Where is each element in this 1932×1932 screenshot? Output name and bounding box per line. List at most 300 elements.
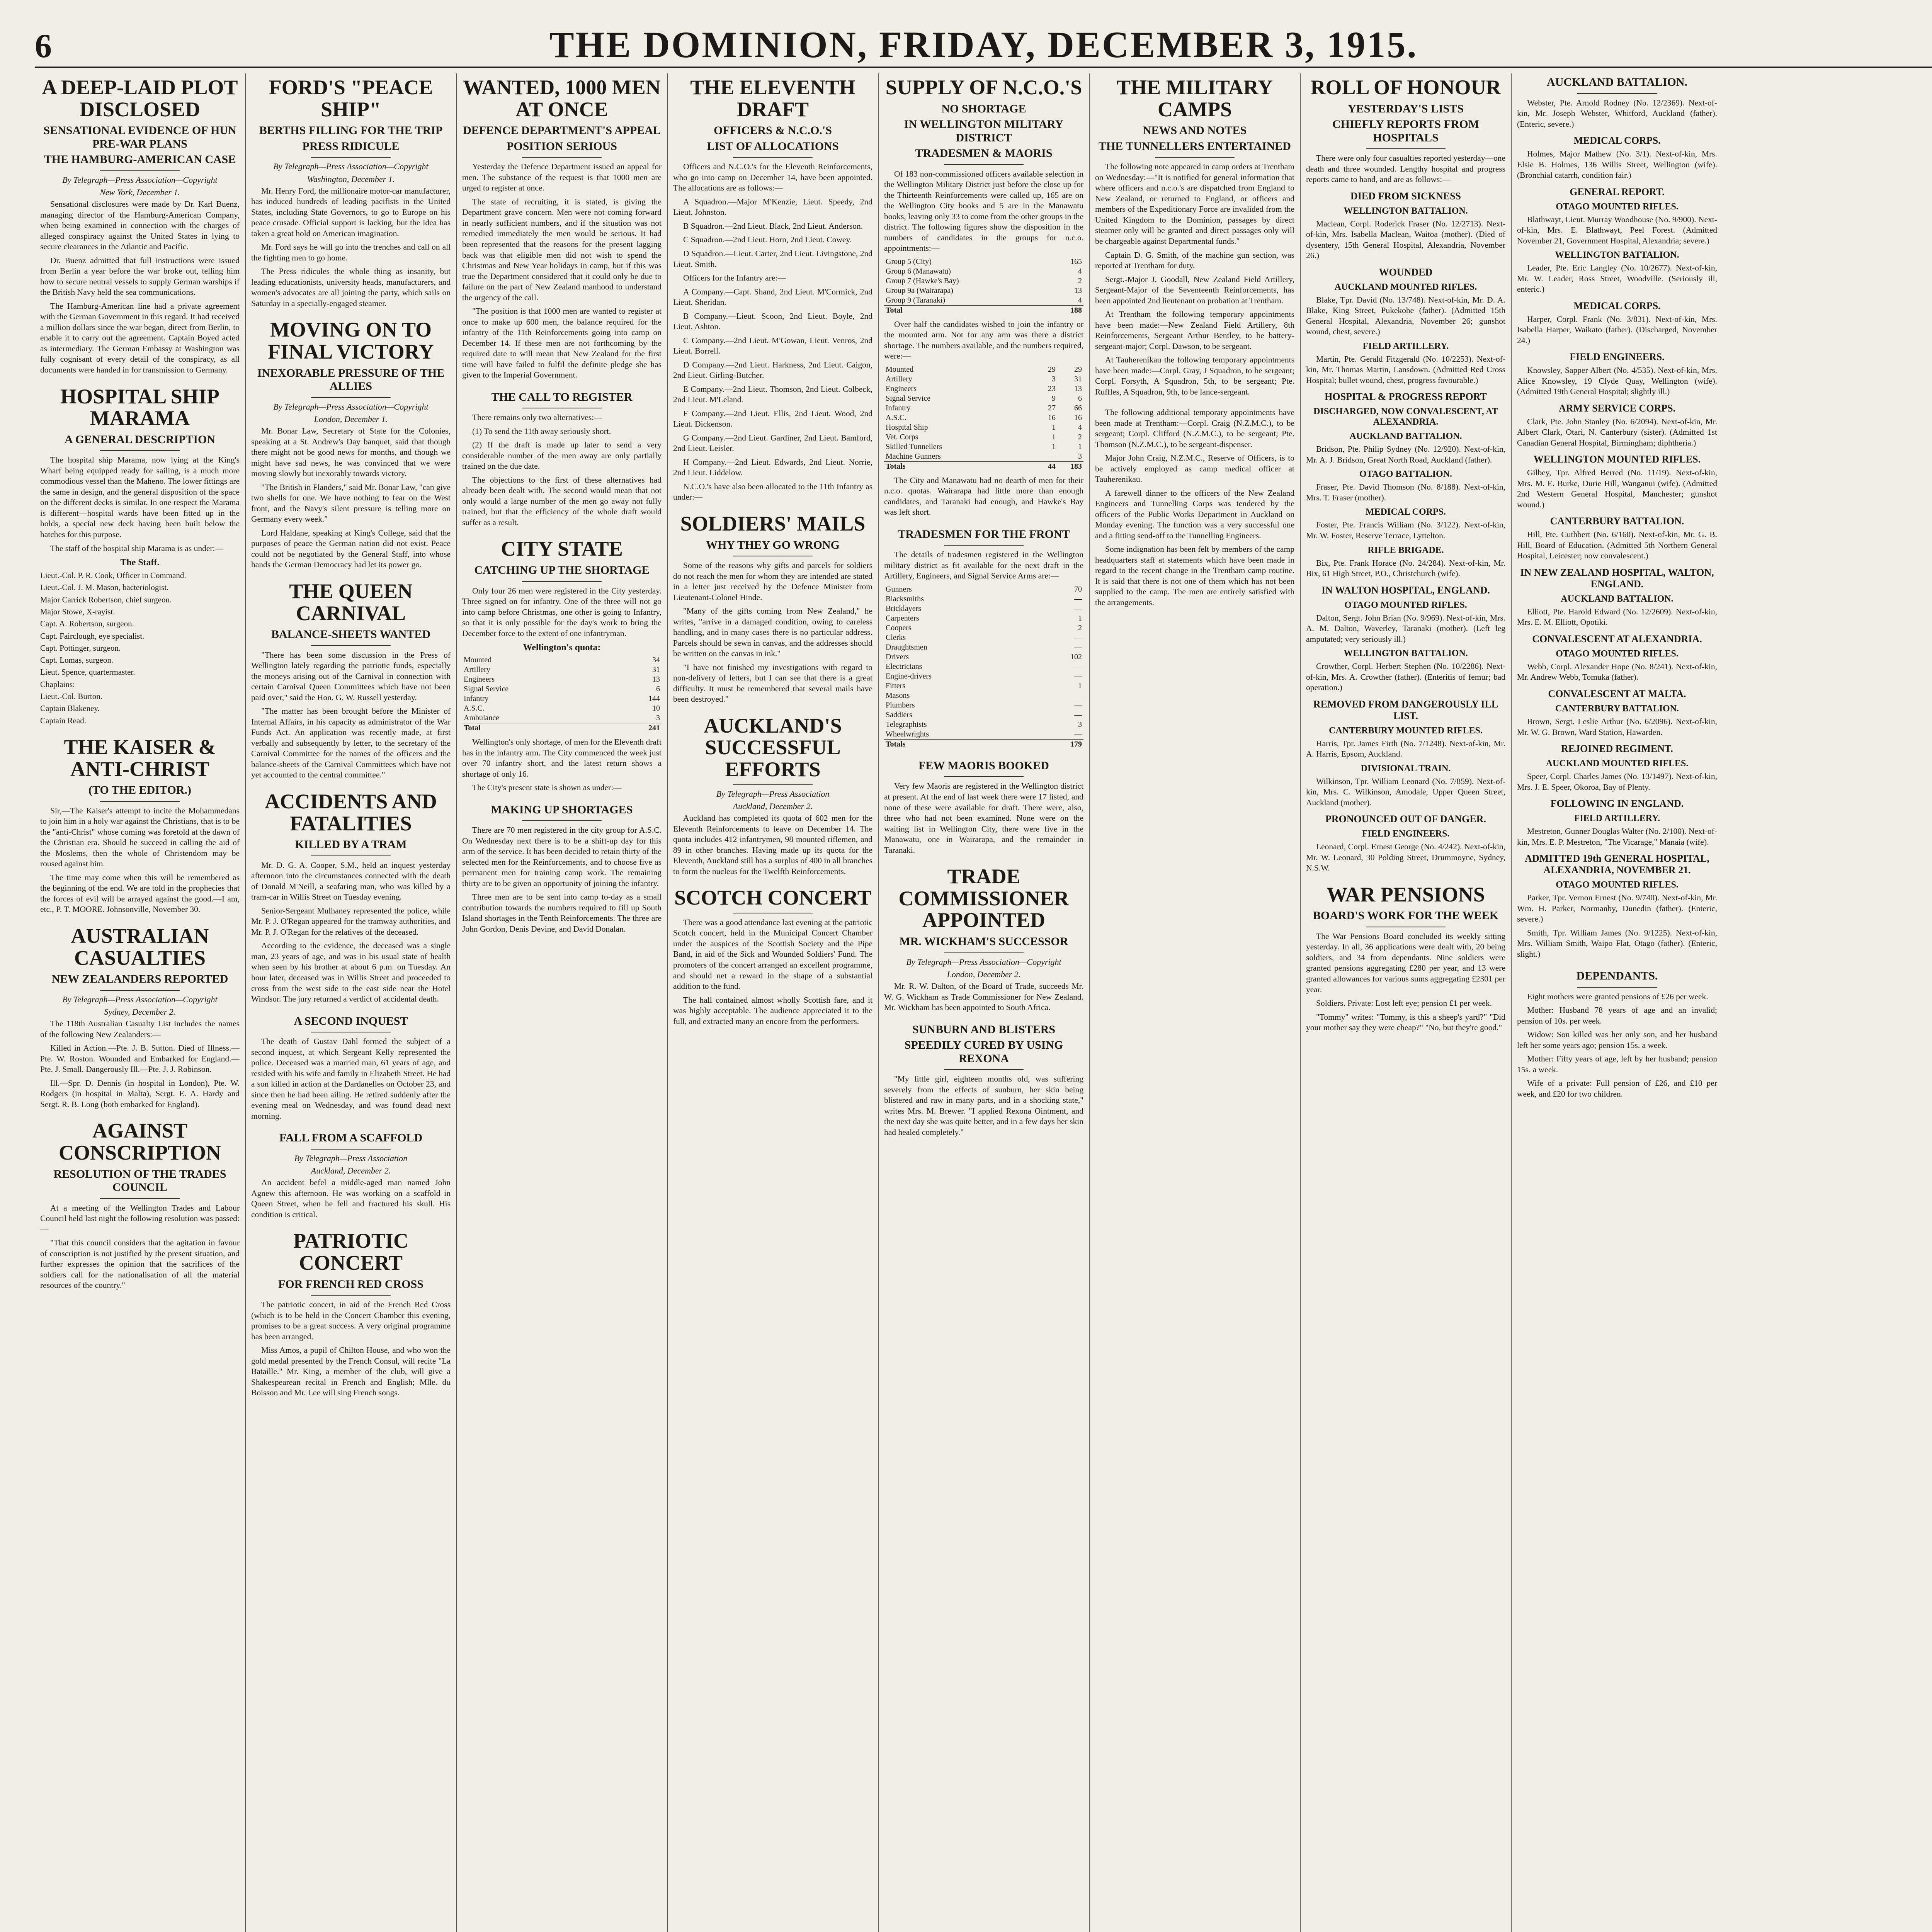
headline: AUCKLAND'S SUCCESSFUL EFFORTS [704, 714, 842, 781]
table-row [884, 365, 1083, 374]
dateline: Auckland, December 2. [733, 801, 813, 811]
table-cell: 3 [1078, 720, 1082, 729]
section-title: ADMITTED 19th GENERAL HOSPITAL, ALEXANDRIA, NOVEMBER 21. [1525, 853, 1709, 876]
paragraph: The Hamburg-American line had a private agreement with the German Government in this regard. It had received a million dollars since the war began, direct from Berlin, to enable it to carry out the agreement. Captain Boyed acted as intermediary. The German Embassy at Washington was fully cognisant of every detail of the conspiracy, as all documents were handed in for transmission to Germany. [40, 301, 240, 374]
table-cell: Total [884, 305, 1057, 315]
paragraph: Mr. D. G. A. Cooper, S.M., held an inquest yesterday afternoon into the circumstances connected with the death of Donald M'Neill, a seafaring man, who was killed by a tram-car in Willis Street on Tuesday evening. [251, 860, 451, 902]
paragraph: The City and Manawatu had no dearth of men for their n.c.o. quotas. Wairarapa had little more than enough candidates, and Taranaki had enough, and Hawke's Bay was left short. [884, 475, 1083, 517]
unit-heading: WELLINGTON BATTALION. [1344, 648, 1468, 659]
section-title: HOSPITAL & PROGRESS REPORT [1325, 391, 1487, 403]
table-cell: 3 [1078, 452, 1082, 461]
article [1095, 77, 1294, 397]
dateline: Auckland, December 2. [311, 1166, 391, 1176]
unit-heading: AUCKLAND MOUNTED RIFLES. [1334, 282, 1477, 292]
table-cell: — [1074, 662, 1082, 671]
divider [1577, 93, 1657, 94]
unit-heading: AUCKLAND BATTALION. [1349, 431, 1462, 442]
dateline: London, December 2. [947, 969, 1021, 980]
article [462, 77, 662, 381]
table-cell: Infantry [464, 694, 489, 703]
casualty-entry: Knowsley, Sapper Albert (No. 4/535). Next-of-kin, Mrs. Alice Knowsley, 19 Clyde Quay, Wellington (wife). (Admitted 19th General Hospital; slightly ill.) [1517, 366, 1717, 396]
article [673, 513, 872, 705]
table-cell: 9 [1052, 394, 1056, 403]
paragraph: "I have not finished my investigations with regard to non-delivery of letters, but I can see that there is a great difficulty. It must be remembered that several mails have been destroyed." [673, 662, 872, 704]
paragraph: H Company.—2nd Lieut. Edwards, 2nd Lieut. Norrie, 2nd Lieut. Liddelow. [673, 457, 872, 478]
headline: PATRIOTIC CONCERT [293, 1229, 409, 1274]
article [40, 1120, 240, 1291]
table-row [884, 432, 1083, 442]
paragraph: Dr. Buenz admitted that full instructions were issued from Berlin a year before the war broke out, telling him how to secure neutral vessels to supply German warships if the British Navy held the sea communications. [40, 255, 240, 297]
divider [944, 545, 1024, 546]
table-row [884, 442, 1083, 452]
table-cell: Fitters [886, 681, 906, 690]
paragraph: Yesterday the Defence Department issued an appeal for men. The substance of the request is that 1000 men are urged to register at once. [462, 162, 662, 193]
unit-heading: RIFLE BRIGADE. [1367, 545, 1444, 555]
table-cell: 1 [1052, 423, 1056, 432]
article [251, 1015, 451, 1122]
unit-heading: FIELD ARTILLERY. [1362, 341, 1449, 351]
subheadline: SPEEDILY CURED BY USING REXONA [904, 1039, 1063, 1065]
masthead [35, 23, 1932, 68]
table-cell: 3 [656, 714, 660, 723]
article [673, 887, 872, 1027]
subheadline: (TO THE EDITOR.) [88, 784, 191, 797]
paragraph: B Squadron.—2nd Lieut. Black, 2nd Lieut. Anderson. [683, 221, 863, 231]
headline: AUSTRALIAN CASUALTIES [71, 924, 209, 969]
table-cell: 179 [1057, 739, 1083, 749]
casualty-entry: Dalton, Sergt. John Brian (No. 9/969). Next-of-kin, Mrs. A. M. Dalton, Waverley, Taranaki (mother). (Left leg amputated; very seriously ill.) [1306, 613, 1505, 644]
headline: AGAINST CONSCRIPTION [58, 1119, 221, 1164]
table-row [884, 710, 1083, 720]
paragraph: The staff of the hospital ship Marama is as under:— [50, 543, 224, 553]
unit-heading: OTAGO MOUNTED RIFLES. [1556, 201, 1679, 212]
table-cell: 29 [1048, 365, 1056, 374]
list-item: Lieut. Spence, quartermaster. [40, 667, 135, 677]
paragraph: Over half the candidates wished to join the infantry or the mounted arm. Not for any arm was there a district shortage. The numbers available, and the numbers required, were:— [884, 319, 1083, 361]
table-cell: 188 [1057, 305, 1083, 315]
paragraph: (2) If the draft is made up later to send a very considerable number of the men away are only partially trained on the due date. [462, 440, 662, 471]
section-title: CANTERBURY BATTALION. [1550, 515, 1684, 527]
subheadline: TRADESMEN & MAORIS [915, 147, 1053, 160]
table-cell: Totals [884, 739, 1057, 749]
byline: By Telegraph—Press Association—Copyright [273, 401, 429, 412]
paragraph: F Company.—2nd Lieut. Ellis, 2nd Lieut. Wood, 2nd Lieut. Dickenson. [673, 408, 872, 429]
unit-heading: FIELD ENGINEERS. [1362, 829, 1450, 839]
list-item: Lieut.-Col. Burton. [40, 692, 102, 701]
table-cell: 6 [656, 685, 660, 694]
casualty-entry: Leonard, Corpl. Ernest George (No. 4/242). Next-of-kin, Mr. W. Leonard, 30 Polding Street, Drummoyne, Sydney, N.S.W. [1306, 842, 1505, 873]
table-cell: Carpenters [886, 614, 919, 622]
casualty-entry: Holmes, Major Mathew (No. 3/1). Next-of-kin, Mrs. Elsie B. Holmes, 136 Willis Street, Wellington (wife). (Bronchial catarrh, condition fair.) [1517, 149, 1717, 180]
article [251, 77, 451, 309]
table-cell: Telegraphists [886, 720, 927, 729]
column-4 [668, 73, 879, 1932]
paragraph: At Tauherenikau the following temporary appointments have been made:—Corpl. Gray, J Squadron, to be sergeant; Corpl. Forsyth, A Squadron, 5th, to be sergeant; Pte. Ruffles, A Squadron, 9th, to be lance-sergeant. [1095, 355, 1294, 396]
table-cell: Hospital Ship [886, 423, 928, 432]
table-cell: Signal Service [464, 685, 509, 694]
table-cell: 2 [1078, 432, 1082, 441]
paragraph: Ill.—Spr. D. Dennis (in hospital in London), Pte. W. Rodgers (in hospital in Malta), Sergt. E. A. Hardy and Sergt. R. B. Long (both embarked for England). [40, 1078, 240, 1109]
table-cell: Totals [884, 461, 1031, 471]
table-cell: — [1074, 691, 1082, 700]
divider [100, 990, 180, 991]
divider [1366, 148, 1446, 149]
byline: By Telegraph—Press Association [294, 1153, 408, 1163]
table-row [462, 723, 662, 733]
subheadline: OFFICERS & N.C.O.'S [714, 124, 832, 137]
article [1306, 77, 1505, 874]
table-row [884, 423, 1083, 432]
table-row [462, 713, 662, 723]
table-cell: Total [462, 723, 635, 733]
dateline: New York, December 1. [100, 187, 180, 197]
article [884, 77, 1083, 518]
table-row [462, 675, 662, 684]
table-cell: 34 [652, 656, 660, 665]
table-cell: Ambulance [464, 714, 500, 723]
table-cell: Engineers [886, 384, 917, 393]
subheadline: DEFENCE DEPARTMENT'S APPEAL [463, 124, 661, 137]
table-cell: 70 [1074, 585, 1082, 594]
divider [522, 820, 602, 821]
headline: THE KAISER & ANTI-CHRIST [64, 735, 216, 781]
divider [944, 164, 1024, 165]
paragraph: Some of the reasons why gifts and parcels for soldiers do not reach the men for whom they are intended are stated in a letter just received by the Defence Minister from Lieutenant-Colonel Hinde. [673, 561, 872, 602]
subheadline: IN WELLINGTON MILITARY DISTRICT [904, 118, 1064, 144]
table-cell: Artillery [464, 665, 490, 674]
unit-heading: OTAGO MOUNTED RIFLES. [1556, 648, 1679, 659]
table-cell: Vet. Corps [886, 432, 918, 441]
paragraph: The Press ridicules the whole thing as insanity, but leading educationists, university heads, manufacturers, and women's advocates are all joining the party, which sails on Saturday in a specially-engaged steamer. [251, 267, 451, 308]
subheadline: DEPENDANTS. [1576, 969, 1658, 983]
subheadline: TRADESMEN FOR THE FRONT [898, 527, 1070, 541]
table-cell: 1 [1078, 681, 1082, 690]
section-title: CONVALESCENT AT MALTA. [1548, 688, 1686, 699]
headline: THE ELEVENTH DRAFT [690, 76, 855, 121]
table-row [884, 276, 1083, 286]
subheadline: WHY THEY GO WRONG [706, 538, 840, 551]
table-cell: 27 [1048, 403, 1056, 412]
table-cell: Draughtsmen [886, 643, 927, 651]
section-title: FIELD ENGINEERS. [1570, 351, 1665, 363]
table-cell: Machine Gunners [886, 452, 941, 461]
article [40, 386, 240, 726]
table-cell: Wheelwrights [886, 730, 929, 738]
headline: SOLDIERS' MAILS [680, 512, 866, 535]
paragraph: Wellington's only shortage, of men for the Eleventh draft has in the infantry arm. The City commenced the week just over 70 infantry short, and the latest return shows a shortage of only 16. [462, 737, 662, 779]
columns [35, 73, 1932, 1932]
paragraph: The following note appeared in camp orders at Trentham on Wednesday:—"It is notified for general information that where officers and n.c.o.'s are dispatched from England to New Zealand, or returned to England, or officers and members of the Expeditionary Force are invalided from the United Kingdom to the Dominion, passages by direct steamer only will be granted and direct passages only will be chargeable against Departmental funds." [1095, 162, 1294, 246]
table-cell: — [1074, 594, 1082, 603]
subheadline: LIST OF ALLOCATIONS [707, 139, 839, 153]
subheadline: A GENERAL DESCRIPTION [64, 433, 216, 446]
list-item: Major Carrick Robertson, chief surgeon. [40, 595, 172, 604]
casualty-entry: Bridson, Pte. Philip Sydney (No. 12/920). Next-of-kin, Mr. A. J. Bridson, Great North Road, Auckland (father). [1306, 444, 1505, 464]
section-title: CONVALESCENT AT ALEXANDRIA. [1532, 633, 1702, 645]
article [884, 528, 1083, 749]
table-cell: 16 [1074, 413, 1082, 422]
table-cell: — [1048, 452, 1056, 461]
section-title: IN WALTON HOSPITAL, ENGLAND. [1321, 584, 1490, 596]
paragraph: N.C.O.'s have also been allocated to the 11th Infantry as under:— [673, 481, 872, 502]
byline: By Telegraph—Press Association—Copyright [62, 175, 218, 185]
table-row [884, 633, 1083, 643]
subheadline: BOARD'S WORK FOR THE WEEK [1313, 909, 1499, 922]
paragraph: At Trentham the following temporary appointments have been made:—New Zealand Field Artillery, 8th Reinforcements, Sergeant Arthur Bentley, to be battery-sergeant-major; Corpl. Dawson, to be sergeant. [1095, 310, 1294, 351]
paragraph: There remains only two alternatives:— [472, 413, 602, 422]
subheadline: RESOLUTION OF THE TRADES COUNCIL [53, 1167, 226, 1194]
table-cell: 13 [1074, 384, 1082, 393]
casualty-entry: Webb, Corpl. Alexander Hope (No. 8/241). Next-of-kin, Mr. Andrew Webb, Tomuka (father). [1517, 662, 1717, 682]
unit-heading: CANTERBURY BATTALION. [1555, 704, 1679, 714]
paragraph: Miss Amos, a pupil of Chilton House, and who won the gold medal presented by the French Consul, will recite "La Bataille." Mr. King, a member of the club, will give a Shakespearean recital in French and English; Mlle. du Boisson and Mr. Lee will sing French songs. [251, 1345, 451, 1398]
column-3 [457, 73, 668, 1932]
table-cell: — [1074, 672, 1082, 680]
table-cell: Mounted [886, 365, 914, 374]
casualty-entry: Speer, Corpl. Charles James (No. 13/1497). Next-of-kin, Mrs. J. E. Speer, Okoroa, Bay of Plenty. [1517, 772, 1717, 792]
section-title: FOLLOWING IN ENGLAND. [1550, 798, 1684, 810]
paragraph: "My little girl, eighteen months old, was suffering severely from the effects of sunburn, her skin being blistered and raw in many parts, and in a shocking state," writes Mrs. M. Brewer. "I applied Rexona Ointment, and the next day she was quite better, and in a few days her skin had healed completely." [884, 1074, 1083, 1137]
unit-heading: OTAGO BATTALION. [1359, 469, 1452, 480]
list-item: Major Stowe, X-rayist. [40, 607, 115, 616]
paragraph: "The position is that 1000 men are wanted to register at once to make up 600 men, the balance required for the infantry of the 11th Reinforcements going into camp on December 14. If these men are not forthcoming by the required date to will mean that New Zealand for the first time will have failed to fulfil the definite pledge she has given to the Imperial Government. [462, 306, 662, 380]
paragraph: Mr. Bonar Law, Secretary of State for the Colonies, speaking at a St. Andrew's Day banquet, said that though there might not be good news for months, and though we might have sad news, he was convinced that we were moving slowly but inexorably towards victory. [251, 426, 451, 478]
casualty-entry: Parker, Tpr. Vernon Ernest (No. 9/740). Next-of-kin, Mr. Wm. H. Parker, Normanby, Dunedin (father). (Enteric, severe.) [1517, 893, 1717, 924]
table-cell: 66 [1074, 403, 1082, 412]
headline: HOSPITAL SHIP MARAMA [60, 384, 219, 430]
paragraph: A Squadron.—Major M'Kenzie, Lieut. Speedy, 2nd Lieut. Johnston. [673, 197, 872, 217]
article [884, 866, 1083, 1013]
table-row [884, 681, 1083, 691]
table-cell: Group 6 (Manawatu) [886, 267, 951, 276]
table-cell: 1 [1078, 614, 1082, 622]
table-row [884, 604, 1083, 614]
unit-heading: OTAGO MOUNTED RIFLES. [1344, 600, 1467, 610]
table-cell: 4 [1078, 267, 1082, 276]
subheadline: THE HAMBURG-AMERICAN CASE [44, 153, 236, 166]
divider [100, 801, 180, 802]
paragraph: Some indignation has been felt by members of the camp headquarters staff at statements which have been made in regard to the recent change in the Trentham camp routine. It is said that there is not one of them which has not been supplied to the camp. The men are entirely satisfied with the arrangements. [1095, 544, 1294, 607]
dateline: London, December 1. [314, 414, 388, 424]
headline: WANTED, 1000 MEN AT ONCE [463, 76, 661, 121]
subheadline: NEWS AND NOTES [1143, 124, 1247, 137]
divider [311, 645, 391, 646]
subheadline: FOR FRENCH RED CROSS [278, 1277, 423, 1291]
divider [1577, 987, 1657, 988]
article [40, 736, 240, 915]
paragraph: The following additional temporary appointments have been made at Trentham:—Corpl. Craig (N.Z.M.C.), to be sergeant; Corpl. Clifford (N.Z.M.C.), to be sergeant; Pte. Thomson (N.Z.M.C.), to be sergeant-dispenser. [1095, 408, 1294, 449]
table-cell: 6 [1078, 394, 1082, 403]
casualty-entry: Maclean, Corpl. Roderick Fraser (No. 12/2713). Next-of-kin, Mrs. Isabella Maclean, Waitoa (mother). (Died of dysentery, 15th General Hospital, Alexandria, November 26.) [1306, 219, 1505, 260]
subheadline: SUNBURN AND BLISTERS [912, 1023, 1056, 1036]
dateline: Sydney, December 2. [104, 1007, 176, 1017]
unit-heading: CANTERBURY MOUNTED RIFLES. [1329, 725, 1483, 736]
section-title: ARMY SERVICE CORPS. [1558, 402, 1676, 414]
table-cell: 31 [652, 665, 660, 674]
paragraph: Only four 26 men were registered in the City yesterday. Three signed on for infantry. One of the three will not go into camp before Christmas, one other is going to Infantry, so that it is only possible for the day's work to bring the December force to the extent of one infantryman. [462, 586, 662, 638]
paragraph: Eight mothers were granted pensions of £26 per week. [1527, 992, 1708, 1001]
paragraph: Officers for the Infantry are:— [683, 273, 786, 283]
paragraph: Mr. Henry Ford, the millionaire motor-car manufacturer, has induced hundreds of leading pacifists in the United States, including State Governors, to go to Europe on his peace crusade. Official support is lacking, but the idea has taken a great hold on American imagination. [251, 186, 451, 238]
table-row [884, 643, 1083, 652]
paragraph: Mr. R. W. Dalton, of the Board of Trade, succeeds Mr. W. G. Wickham as Trade Commissioner for New Zealand. Mr. Wickham has been appointed to South Africa. [884, 981, 1083, 1012]
unit-heading: AUCKLAND MOUNTED RIFLES. [1546, 759, 1689, 769]
divider [311, 1295, 391, 1296]
paragraph: "That this council considers that the agitation in favour of conscription is not justified by the present situation, and further expresses the opinion that the sacrifices of the soldiers call for the nationalisation of all the material resources of the country." [40, 1238, 240, 1290]
paragraph: "The British in Flanders," said Mr. Bonar Law, "can give two shells for one. We have nothing to fear on the West front, and the Navy's silent pressure is telling more on Germany every week." [251, 482, 451, 524]
article [1095, 407, 1294, 608]
table-cell: Artillery [886, 374, 912, 383]
table-row [884, 461, 1083, 471]
paragraph: Mother: Fifty years of age, left by her husband; pension 15s. a week. [1517, 1054, 1717, 1074]
table-cell: Blacksmiths [886, 594, 924, 603]
paragraph: G Company.—2nd Lieut. Gardiner, 2nd Lieut. Bamford, 2nd Lieut. Leisler. [673, 433, 872, 453]
paragraph: The death of Gustav Dahl formed the subject of a second inquest, at which Sergeant Kelly represented the police. Deceased was a married man, 61 years of age, and resided with his wife and family in Elizabeth Street. He had a son killed in action at the Dardanelles on October 23, and since then he had been ailing. He retired suddenly after the evening meal on Wednesday, and was found dead next morning. [251, 1037, 451, 1121]
page-number: 6 [35, 27, 52, 65]
divider [311, 1149, 391, 1150]
table-row [884, 384, 1083, 394]
list-item: Lieut.-Col. J. M. Mason, bacteriologist. [40, 583, 169, 592]
table-cell: Bricklayers [886, 604, 922, 613]
paragraph: Lord Haldane, speaking at King's College, said that the purposes of peace the German nation did not exist. Peace could not be negotiated by the General Staff, into whose hands the German Democracy had let its power go. [251, 528, 451, 570]
section-title: GENERAL REPORT. [1570, 186, 1665, 197]
paragraph: There are 70 men registered in the city group for A.S.C. On Wednesday next there is to be a shift-up day for this arm of the service. It has been decided to retain thirty of the selected men for the Reinforcements, and to choose five as permanent men for training camp work. The remaining thirty are to be given an opportunity of joining the infantry. [462, 825, 662, 888]
subheadline: A SECOND INQUEST [294, 1014, 408, 1027]
data-table [884, 257, 1083, 315]
paragraph: Senior-Sergeant Mulhaney represented the police, while Mr. P. J. O'Regan appeared for the tramway authorities, and Mr. P. J. O'Regan for the relatives of the deceased. [251, 906, 451, 937]
subheadline: CHIEFLY REPORTS FROM HOSPITALS [1332, 118, 1480, 144]
paragraph: The time may come when this will be remembered as the beginning of the end. We are told in the prophecies that the forces of evil will be arrayed against the good.—I am, etc., P. T. MOORE. Johnsonville, November 30. [40, 872, 240, 914]
table-cell: A.S.C. [886, 413, 906, 422]
article [884, 759, 1083, 855]
article [40, 77, 240, 376]
paragraph: The hospital ship Marama, now lying at the King's Wharf being equipped ready for sailing, is a much more commodious vessel than the Maheno. The lower fittings are the same in design, and the general disposition of the space on the different decks is similar. In one respect the Marama is different—hospital wards have been fitted up in the holds, a special new deck having been built below the hatches for this purpose. [40, 455, 240, 539]
article [251, 1131, 451, 1220]
casualty-entry: Brown, Sergt. Leslie Arthur (No. 6/2096). Next-of-kin, Mr. W. G. Brown, Ward Station, Hawarden. [1517, 717, 1717, 737]
table-row [884, 267, 1083, 276]
subheadline: FEW MAORIS BOOKED [918, 759, 1049, 772]
casualty-entry: Crowther, Corpl. Herbert Stephen (No. 10/2286). Next-of-kin, Mrs. A. Crowther (father). (Enteritis of femur; bad operation.) [1306, 662, 1505, 692]
unit-heading: AUCKLAND BATTALION. [1561, 594, 1673, 604]
unit-heading: WELLINGTON BATTALION. [1555, 250, 1679, 260]
paragraph: A farewell dinner to the officers of the New Zealand Engineers and Tunnelling Corps was tendered by the officers of the Public Works Department in Auckland on Monday evening. The function was a very successful one and a fitting send-off to the Tunnelling Engineers. [1095, 488, 1294, 540]
paragraph: There were only four casualties reported yesterday—one death and three wounded. Lengthy hospital and progress reports came to hand, and are as follows:— [1306, 153, 1505, 184]
table-row [462, 655, 662, 665]
table-cell: 144 [648, 694, 660, 703]
data-table [462, 655, 662, 733]
section-title: WOUNDED [1379, 266, 1433, 278]
list-item: Capt. Pottinger, surgeon. [40, 643, 121, 653]
paragraph: The objections to the first of these alternatives had already been dealt with. The second would mean that not only would a large number of the men go away not fully trained, but that the efficiency of the whole draft would suffer as a result. [462, 475, 662, 527]
table-cell: 241 [635, 723, 662, 733]
paragraph: Captain D. G. Smith, of the machine gun section, was reported at Trentham for duty. [1095, 250, 1294, 270]
table-cell: 13 [652, 675, 660, 684]
casualty-entry: Bix, Pte. Frank Horace (No. 24/284). Next-of-kin, Mr. Bix, 61 High Street, P.O., Christchurch (wife). [1306, 558, 1505, 578]
table-cell: 102 [1070, 652, 1082, 661]
paragraph: Mr. Ford says he will go into the trenches and call on all the fighting men to go home. [251, 242, 451, 262]
casualty-entry: Elliott, Pte. Harold Edward (No. 12/2609). Next-of-kin, Mrs. E. M. Elliott, Opotiki. [1517, 607, 1717, 627]
headline: MOVING ON TO FINAL VICTORY [268, 318, 434, 364]
table-row [884, 614, 1083, 623]
divider [944, 952, 1024, 953]
table-cell: Group 9a (Wairarapa) [886, 286, 953, 295]
subheadline: FALL FROM A SCAFFOLD [279, 1131, 423, 1145]
casualty-entry: Blake, Tpr. David (No. 13/748). Next-of-kin, Mr. D. A. Blake, King Street, Pukekohe (father). (Admitted 15th General Hospital, Alexandria, November 26; gunshot wound, chest, severe.) [1306, 295, 1505, 337]
divider [311, 855, 391, 856]
headline: ACCIDENTS AND FATALITIES [265, 789, 437, 835]
headline: CITY STATE [501, 537, 623, 561]
subheadline: MR. WICKHAM'S SUCCESSOR [899, 935, 1068, 948]
divider [733, 784, 813, 785]
list-item: Capt. Fairclough, eye specialist. [40, 631, 145, 641]
paragraph: Soldiers. Private: Lost left eye; pension £1 per week. [1316, 998, 1492, 1008]
byline: By Telegraph—Press Association—Copyright [273, 162, 429, 172]
paragraph: Major John Craig, N.Z.M.C., Reserve of Officers, is to be actively employed as camp medical officer at Tauherenikau. [1095, 453, 1294, 484]
casualty-entry: Blathwayt, Lieut. Murray Woodhouse (No. 9/900). Next-of-kin, Mrs. E. Blathwayt, Peel Forest. (Admitted November 21, Government Hospital, Alexandria; severe.) [1517, 214, 1717, 245]
paragraph: C Company.—2nd Lieut. M'Gowan, Lieut. Venros, 2nd Lieut. Borrell. [673, 335, 872, 356]
list-item: Lieut.-Col. P. R. Cook, Officer in Command. [40, 571, 186, 580]
casualty-entry: Harris, Tpr. James Firth (No. 7/1248). Next-of-kin, Mr. A. Harris, Epsom, Auckland. [1306, 738, 1505, 759]
table-cell: 4 [1078, 423, 1082, 432]
table-row [884, 652, 1083, 662]
table-cell: 16 [1048, 413, 1056, 422]
table-cell: Clerks [886, 633, 906, 642]
article [673, 77, 872, 503]
paragraph: B Company.—Lieut. Scoon, 2nd Lieut. Boyle, 2nd Lieut. Ashton. [673, 311, 872, 332]
paragraph: Killed in Action.—Pte. J. B. Sutton. Died of Illness.—Pte. W. Roston. Wounded and Embarked for England.—Pte. J. Small. Dangerously Ill.—Pte. J. J. Robinson. [40, 1043, 240, 1074]
table-row [884, 585, 1083, 594]
paragraph: Sensational disclosures were made by Dr. Karl Buenz, managing director of the Hamburg-American Company, when being examined in connection with the charges of alleged conspiracy against the United States in lying to secure clearances in the Atlantic and Pacific. [40, 199, 240, 252]
subheadline: BALANCE-SHEETS WANTED [271, 628, 431, 641]
column-2 [246, 73, 457, 1932]
table-cell: Masons [886, 691, 910, 700]
table-cell: 44 [1031, 461, 1057, 471]
headline: SUPPLY OF N.C.O.'S [885, 76, 1082, 99]
article [251, 580, 451, 781]
casualty-entry: Martin, Pte. Gerald Fitzgerald (No. 10/2253). Next-of-kin, Mr. Thomas Martin, Lansdown. (Admitted Red Cross Hospital; bullet wound, chest, progress favourable.) [1306, 354, 1505, 385]
subheadline: CATCHING UP THE SHORTAGE [474, 564, 650, 577]
paragraph: "There has been some discussion in the Press of Wellington lately regarding the patriotic funds, especially the moneys arising out of the Carnival in connection with certain Carnival Queen Committees which have not been paid over," said the Hon. G. W. Russell yesterday. [251, 650, 451, 702]
article [884, 1023, 1083, 1138]
subheadline: THE CALL TO REGISTER [491, 390, 633, 403]
table-cell: — [1074, 604, 1082, 613]
table-cell: 2 [1078, 276, 1082, 285]
byline: By Telegraph—Press Association—Copyright [62, 994, 218, 1004]
table-row [884, 394, 1083, 403]
table-cell: Electricians [886, 662, 922, 671]
paragraph: The hall contained almost wholly Scottish fare, and it was highly acceptable. The audience appreciated it to the full, and extracted many an encore from the performers. [673, 995, 872, 1026]
column-7 [1301, 73, 1512, 1932]
table-row [462, 704, 662, 713]
unit-heading: DISCHARGED, NOW CONVALESCENT, AT ALEXANDRIA. [1313, 406, 1498, 427]
section-title: PRONOUNCED OUT OF DANGER. [1325, 813, 1486, 825]
paragraph: Webster, Pte. Arnold Rodney (No. 12/2369). Next-of-kin, Mr. Joseph Webster, Whitford, Auckland (father). (Enteric, severe.) [1517, 98, 1717, 129]
byline: By Telegraph—Press Association—Copyright [906, 957, 1061, 967]
paragraph: Widow: Son killed was her only son, and her husband left her some years ago; pension 15s. a week. [1517, 1030, 1717, 1050]
subheadline: POSITION SERIOUS [507, 139, 617, 153]
casualty-entry: Wilkinson, Tpr. William Leonard (No. 7/859). Next-of-kin, Mrs. C. Wilkinson, Amodale, Upper Queen Street, Auckland (mother). [1306, 776, 1505, 807]
table-cell: Group 7 (Hawke's Bay) [886, 276, 959, 285]
paragraph: "The matter has been brought before the Minister of Internal Affairs, in his capacity as administrator of the War Funds Act. An application was recently made, at first verbally and subsequently by letter, to the secretary of the Carnival Committee for the names of the officers and the balance-sheets of the Carnival Committees which have not yet accounted to the central committee." [251, 706, 451, 780]
list-item: Captain Blakeney. [40, 704, 100, 713]
casualty-entry: Gilbey, Tpr. Alfred Berred (No. 11/19). Next-of-kin, Mrs. M. E. Burke, Durie Hill, Wanganui (wife). (Admitted 2nd Western General Hospital, Manchester; gunshot wound.) [1517, 468, 1717, 509]
data-table [884, 365, 1083, 471]
paragraph: C Squadron.—2nd Lieut. Horn, 2nd Lieut. Cowey. [683, 235, 852, 245]
table-row [884, 374, 1083, 384]
unit-heading: FIELD ARTILLERY. [1574, 813, 1660, 824]
table-cell: — [1074, 643, 1082, 651]
subheadline: KILLED BY A TRAM [295, 838, 407, 851]
